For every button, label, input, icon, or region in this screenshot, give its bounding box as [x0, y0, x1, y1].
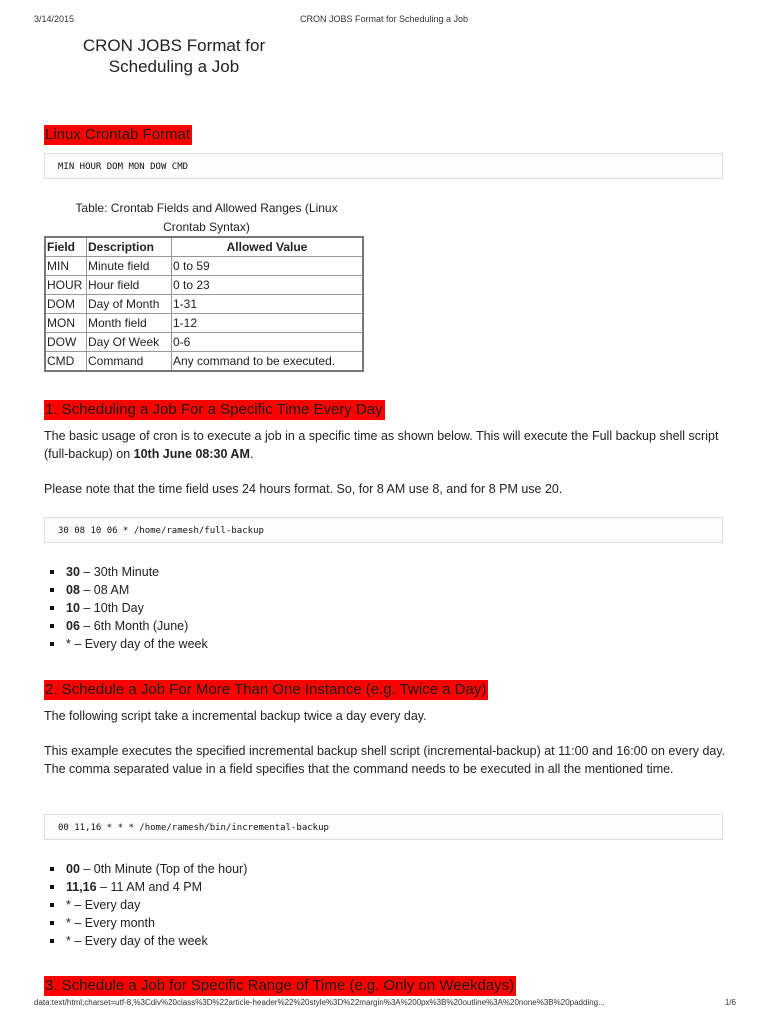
list-item [44, 635, 208, 653]
section1-p1-end: . [249, 447, 254, 461]
print-footer-url: data:text/html;charset=utf-8,%3Cdiv%20class%3D%22article-header%22%20style%3D%22margin%3A%200px%3B%20outline%3A%20none%3B%20padding... [34, 998, 605, 1007]
section1-p1-text: The basic usage of cron is to execute a job in a specific time as shown below. This will execute the Full backup shell script (full-backup) on [44, 429, 719, 461]
print-page-number: 1/6 [724, 998, 736, 1007]
bullet-value: 06 [66, 619, 80, 633]
bullet-value: 08 [66, 583, 80, 597]
cell-description: Minute field [87, 257, 172, 276]
bullet-text: * – Every day of the week [66, 637, 208, 651]
section1-paragraph1 [44, 427, 734, 463]
crontab-format-code: MIN HOUR DOM MON DOW CMD [44, 153, 723, 179]
section1-heading: 1. Scheduling a Job For a Specific Time Every Day [45, 401, 383, 418]
section2-paragraph1: The following script take a incremental backup twice a day every day. [44, 709, 427, 723]
crontab-fields-table [44, 236, 364, 372]
table-caption-line1: Table: Crontab Fields and Allowed Ranges (Linux [75, 201, 338, 215]
list-item [44, 617, 208, 635]
cell-description: Command [87, 352, 172, 372]
bullet-text: – 08 AM [79, 583, 130, 597]
list-item [44, 860, 247, 878]
bullet-text: – 10th Day [79, 601, 144, 615]
header-field: Field [45, 237, 87, 257]
cell-allowed-value: 0 to 59 [172, 257, 364, 276]
crontab-format-heading: Linux Crontab Format [45, 126, 191, 143]
bullet-value: 10 [66, 601, 80, 615]
list-item [44, 932, 247, 950]
table-row [45, 295, 363, 314]
table-header-row [45, 237, 363, 257]
cell-allowed-value: 0-6 [172, 333, 364, 352]
bullet-text: * – Every day [66, 898, 141, 912]
article-title-line1: CRON JOBS Format for [82, 36, 266, 55]
bullet-value: 11,16 [66, 880, 97, 894]
bullet-value: 30 [66, 565, 80, 579]
section2-bullets [44, 860, 247, 950]
list-item [44, 581, 208, 599]
section1-paragraph2: Please note that the time field uses 24 hours format. So, for 8 AM use 8, and for 8 PM use 20. [44, 482, 563, 496]
cell-description: Hour field [87, 276, 172, 295]
section1-bullets [44, 563, 208, 653]
cell-description: Month field [87, 314, 172, 333]
cell-field: MIN [45, 257, 87, 276]
bullet-text: * – Every month [66, 916, 155, 930]
section1-code: 30 08 10 06 * /home/ramesh/full-backup [44, 517, 723, 543]
bullet-text: – 6th Month (June) [79, 619, 189, 633]
cell-field: CMD [45, 352, 87, 372]
bullet-text: – 30th Minute [79, 565, 160, 579]
list-item [44, 896, 247, 914]
bullet-value: 00 [66, 862, 80, 876]
article-title-line2: Scheduling a Job [108, 57, 240, 76]
print-date: 3/14/2015 [34, 14, 75, 24]
cell-allowed-value: 1-12 [172, 314, 364, 333]
list-item [44, 599, 208, 617]
bullet-text: – 0th Minute (Top of the hour) [79, 862, 248, 876]
list-item [44, 914, 247, 932]
section3-heading: 3. Schedule a Job for Specific Range of Time (e.g. Only on Weekdays) [45, 977, 515, 994]
article-title [44, 35, 304, 77]
section2-paragraph2: This example executes the specified incremental backup shell script (incremental-backup) at 11:00 and 16:00 on every day. The comma separated value in a field specifies that the command needs to be executed in all the mentioned time. [44, 744, 726, 776]
list-item [44, 878, 247, 896]
header-description: Description [87, 237, 172, 257]
cell-allowed-value: Any command to be executed. [172, 352, 364, 372]
section2-heading: 2. Schedule a Job For More Than One Instance (e.g. Twice a Day) [45, 681, 487, 698]
cell-field: MON [45, 314, 87, 333]
table-caption-line2: Crontab Syntax) [163, 220, 250, 234]
cell-allowed-value: 0 to 23 [172, 276, 364, 295]
table-row [45, 352, 363, 372]
bullet-text: * – Every day of the week [66, 934, 208, 948]
section1-p1-bold: 10th June 08:30 AM [133, 447, 250, 461]
header-allowed-value: Allowed Value [172, 237, 364, 257]
cell-allowed-value: 1-31 [172, 295, 364, 314]
table-caption [44, 199, 369, 237]
cell-field: DOM [45, 295, 87, 314]
table-row [45, 257, 363, 276]
cell-description: Day of Month [87, 295, 172, 314]
table-row [45, 276, 363, 295]
list-item [44, 563, 208, 581]
cell-description: Day Of Week [87, 333, 172, 352]
section2-code: 00 11,16 * * * /home/ramesh/bin/incremental-backup [44, 814, 723, 840]
bullet-text: – 11 AM and 4 PM [96, 880, 202, 894]
table-row [45, 333, 363, 352]
table-row [45, 314, 363, 333]
cell-field: DOW [45, 333, 87, 352]
print-title: CRON JOBS Format for Scheduling a Job [299, 14, 469, 24]
cell-field: HOUR [45, 276, 87, 295]
